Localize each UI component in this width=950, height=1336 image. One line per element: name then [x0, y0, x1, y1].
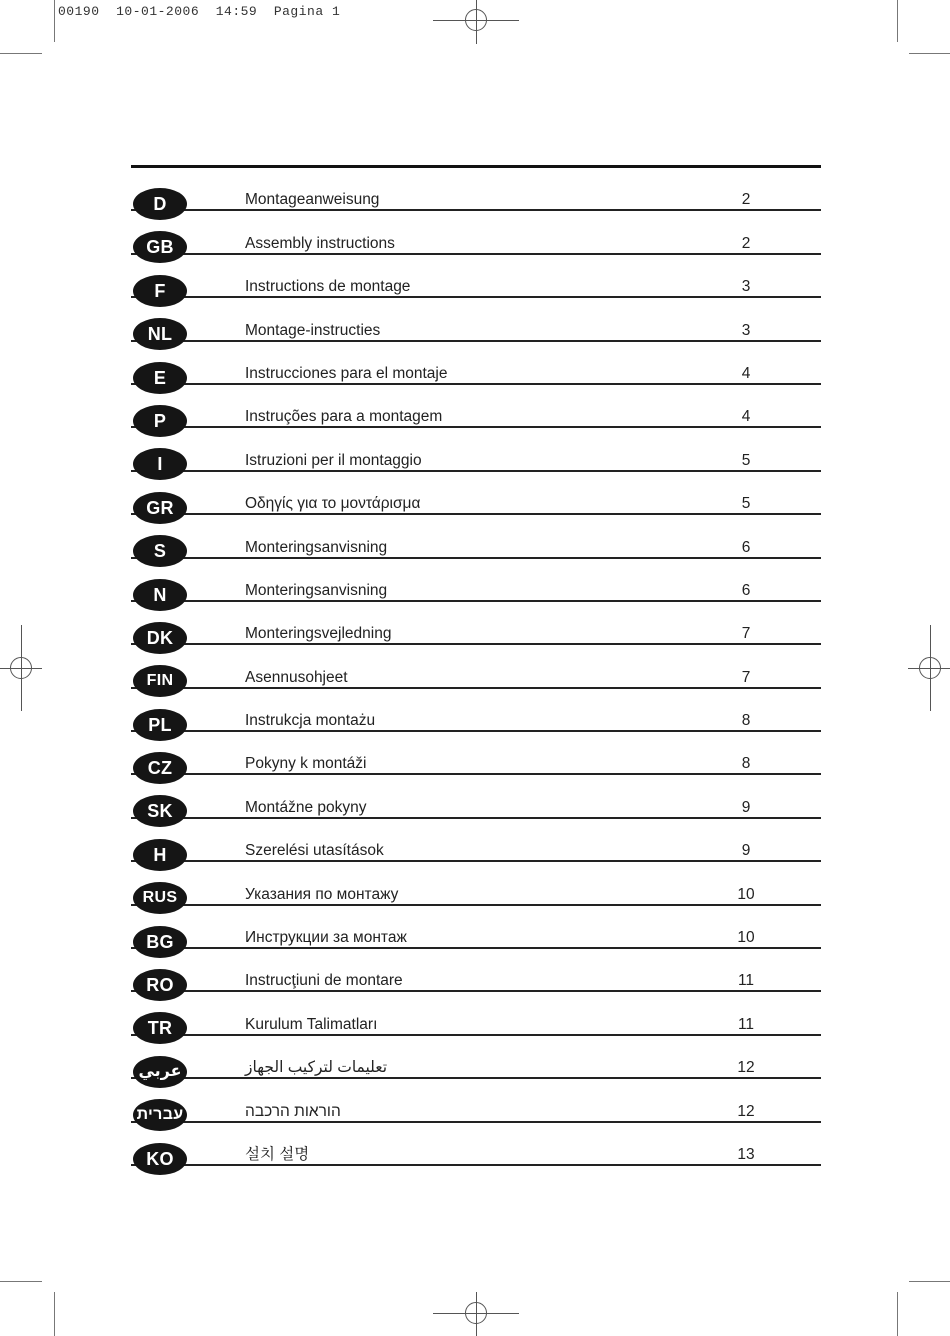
toc-page-number: 11 [737, 972, 755, 990]
toc-title: Assembly instructions [245, 234, 395, 252]
toc-page-number: 10 [737, 929, 755, 947]
toc-row [131, 1123, 821, 1169]
language-code-badge: DK [133, 622, 187, 654]
language-code-badge: FIN [133, 665, 187, 697]
toc-page-number: 4 [741, 408, 751, 426]
language-toc [131, 168, 821, 1169]
toc-row [131, 602, 821, 648]
toc-row [131, 775, 821, 822]
language-code-badge: E [133, 362, 187, 394]
language-code-badge: SK [133, 795, 187, 827]
toc-title: הוראות הרכבה [245, 1102, 341, 1120]
toc-title: Instruções para a montagem [245, 408, 443, 426]
toc-row [131, 862, 821, 905]
toc-page-number: 9 [741, 842, 751, 860]
toc-page-number: 8 [741, 755, 751, 773]
toc-title: Asennusohjeet [245, 668, 348, 686]
toc-row [131, 168, 821, 214]
toc-row [131, 515, 821, 562]
toc-page-number: 10 [737, 885, 755, 903]
toc-row [131, 949, 821, 996]
toc-title: Montageanweisung [245, 191, 380, 209]
toc-row [131, 559, 821, 605]
toc-title: Pokyny k montáži [245, 755, 367, 773]
language-code-badge: عربي [133, 1056, 187, 1088]
language-code-badge: H [133, 839, 187, 871]
toc-page-number: 12 [737, 1102, 755, 1120]
toc-page-number: 7 [741, 625, 751, 643]
toc-title: Instrucţiuni de montare [245, 972, 403, 990]
language-code-badge: CZ [133, 752, 187, 784]
toc-title: Monteringsvejledning [245, 625, 392, 643]
toc-row [131, 906, 821, 952]
language-code-badge: P [133, 405, 187, 437]
toc-row [131, 819, 821, 865]
toc-page-number: 2 [741, 234, 751, 252]
language-code-badge: F [133, 275, 187, 307]
toc-title: 설치 설명 [245, 1145, 310, 1163]
toc-row [131, 645, 821, 688]
toc-page-number: 13 [737, 1145, 755, 1163]
toc-title: Указания по монтажу [245, 885, 399, 903]
toc-page-number: 3 [741, 278, 751, 296]
toc-page-number: 7 [741, 668, 751, 686]
toc-title: Инструкции за монтаж [245, 929, 407, 947]
language-code-badge: S [133, 535, 187, 567]
language-code-badge: KO [133, 1143, 187, 1175]
language-code-badge: BG [133, 926, 187, 958]
language-code-badge: TR [133, 1012, 187, 1044]
language-code-badge: NL [133, 318, 187, 350]
toc-page-number: 6 [741, 538, 751, 556]
toc-page-number: 6 [741, 581, 751, 599]
toc-title: Instrucciones para el montaje [245, 364, 448, 382]
toc-title: Montážne pokyny [245, 798, 367, 816]
toc-row [131, 385, 821, 431]
toc-page-number: 3 [741, 321, 751, 339]
toc-title: Monteringsanvisning [245, 538, 388, 556]
toc-row [131, 689, 821, 735]
toc-page-number: 5 [741, 451, 751, 469]
toc-title: Instructions de montage [245, 278, 411, 296]
toc-page-number: 8 [741, 712, 751, 730]
language-code-badge: RO [133, 969, 187, 1001]
language-code-badge: GB [133, 231, 187, 263]
toc-row [131, 298, 821, 345]
toc-title: Instrukcja montażu [245, 712, 376, 730]
toc-row [131, 992, 821, 1039]
language-code-badge: I [133, 448, 187, 480]
toc-row [131, 428, 821, 475]
language-code-badge: D [133, 188, 187, 220]
toc-page-number: 11 [737, 1015, 755, 1033]
language-code-badge: N [133, 579, 187, 611]
toc-title: Kurulum Talimatları [245, 1015, 378, 1033]
toc-row [131, 255, 821, 301]
toc-title: Οδηγίς για το μοντάρισμα [245, 495, 421, 513]
language-code-badge: GR [133, 492, 187, 524]
toc-row [131, 342, 821, 388]
language-code-badge: PL [133, 709, 187, 741]
language-code-badge: RUS [133, 882, 187, 914]
toc-title: Monteringsanvisning [245, 581, 388, 599]
toc-row [131, 732, 821, 779]
toc-page-number: 12 [737, 1059, 755, 1077]
toc-row [131, 1079, 821, 1122]
language-code-badge: עברית [133, 1099, 187, 1131]
print-slug: 00190 10-01-2006 14:59 Pagina 1 [58, 4, 341, 19]
toc-page-number: 4 [741, 364, 751, 382]
toc-title: Istruzioni per il montaggio [245, 451, 422, 469]
toc-page-number: 2 [741, 191, 751, 209]
toc-page-number: 5 [741, 495, 751, 513]
toc-page-number: 9 [741, 798, 751, 816]
toc-title: تعليمات لتركيب الجهاز [245, 1059, 388, 1077]
toc-title: Montage-instructies [245, 321, 381, 339]
toc-title: Szerelési utasítások [245, 842, 384, 860]
toc-row [131, 211, 821, 258]
toc-row [131, 472, 821, 518]
toc-row [131, 1036, 821, 1079]
